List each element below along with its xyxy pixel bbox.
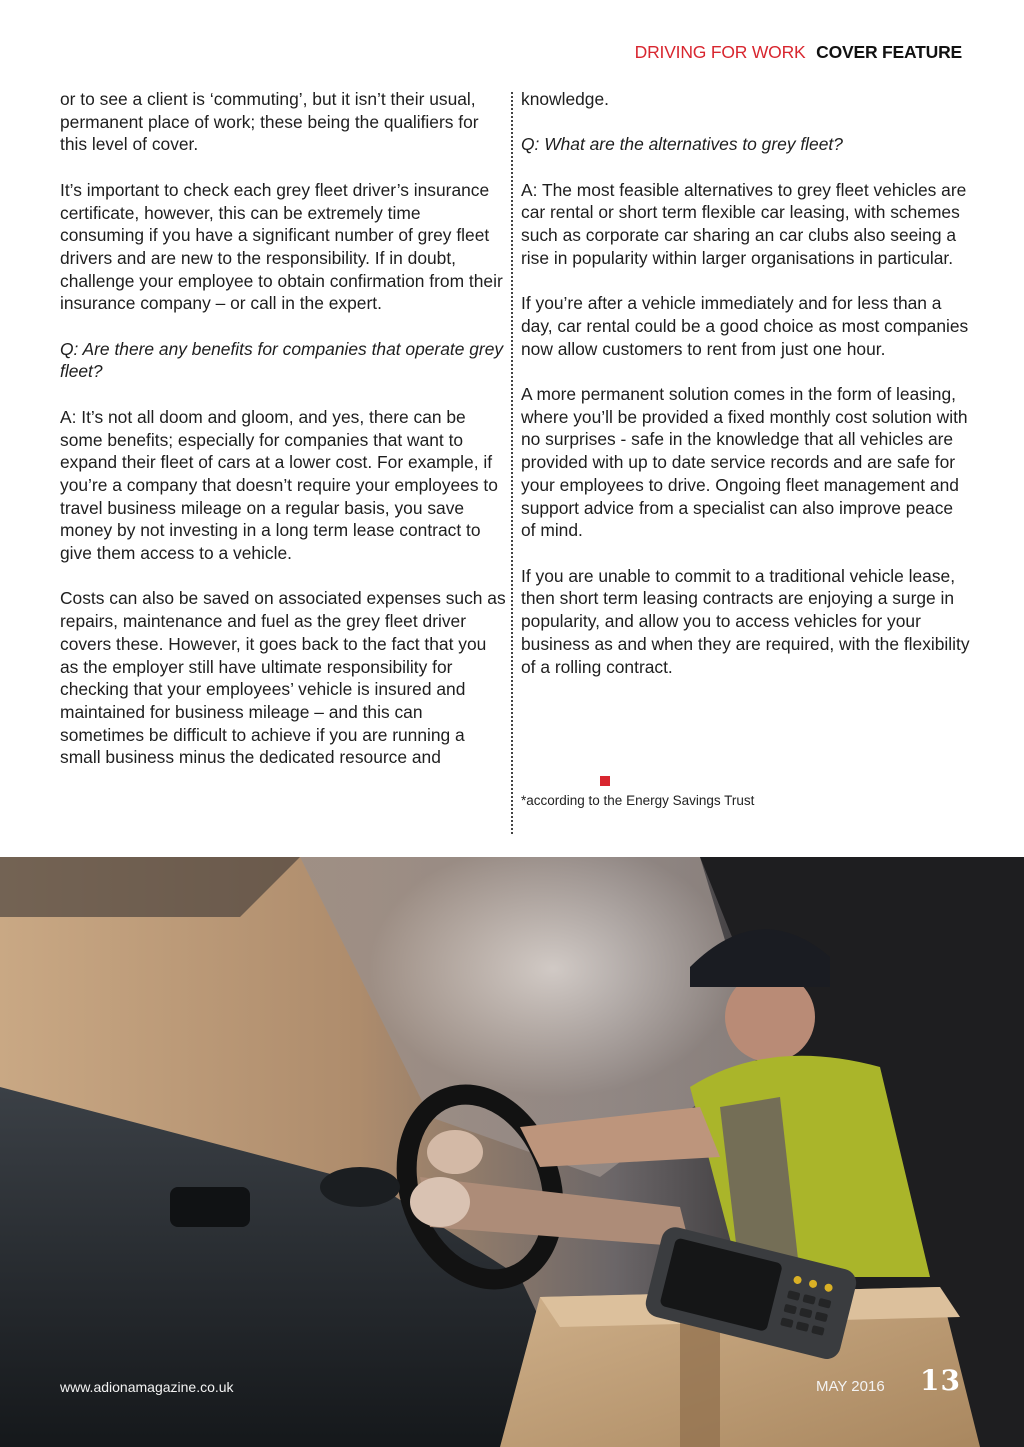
paragraph: Costs can also be saved on associated expenses such as repairs, maintenance and fuel as the grey fleet driver covers these. However, it goes back to the fact that you as the employer still have ultimate responsibility for checking that your employees’ vehicle is insured and maintained for business mileage – and this can sometimes be difficult to achieve if you are running a small business minus the dedicated resource and xyxy=(60,588,506,768)
right-column xyxy=(521,88,971,701)
red-square-end-mark-icon xyxy=(600,776,610,786)
footnote: *according to the Energy Savings Trust xyxy=(521,793,755,808)
issue-date: MAY 2016 xyxy=(816,1378,885,1395)
left-column xyxy=(60,88,508,792)
question-heading: Q: Are there any benefits for companies that operate grey fleet? xyxy=(60,338,504,382)
column-divider xyxy=(511,92,513,834)
paragraph: knowledge. xyxy=(521,89,609,109)
delivery-driver-photo xyxy=(0,857,1024,1447)
paragraph: A: The most feasible alternatives to grey fleet vehicles are car rental or short term flexible car leasing, with schemes such as corporate car sharing an car clubs also seeing a rise in popularity within larger organisations in particular. xyxy=(521,179,967,268)
section-label: DRIVING FOR WORK xyxy=(634,42,806,62)
question-heading: Q: What are the alternatives to grey fleet? xyxy=(521,134,843,155)
running-header xyxy=(635,42,962,63)
paragraph: If you are unable to commit to a traditional vehicle lease, then short term leasing contracts are enjoying a surge in popularity, and allow you to access vehicles for your business as and when they are required, with the flexibility of a rolling contract. xyxy=(521,565,970,677)
paragraph: A more permanent solution comes in the form of leasing, where you’ll be provided a fixed monthly cost solution with no surprises - safe in the knowledge that all vehicles are provided with up to date service records and are safe for your employees to drive. Ongoing fleet management and support advice from a specialist can also improve peace of mind. xyxy=(521,384,968,541)
feature-label: COVER FEATURE xyxy=(816,42,962,62)
paragraph: A: It’s not all doom and gloom, and yes, there can be some benefits; especially for companies that want to expand their fleet of cars at a lower cost. For example, if you’re a company that doesn’t require your employees to travel business mileage on a regular basis, you save money by not investing in a long term lease contract to give them access to a vehicle. xyxy=(60,406,498,564)
paragraph: It’s important to check each grey fleet driver’s insurance certificate, however, this can be extremely time consuming if you have a significant number of grey fleet drivers and are new to the responsibility. If in doubt, challenge your employee to obtain confirmation from their insurance company – or call in the expert. xyxy=(60,179,503,314)
website-url[interactable]: www.adionamagazine.co.uk xyxy=(60,1379,234,1395)
paragraph: or to see a client is ‘commuting’, but it isn’t their usual, permanent place of work; these being the qualifiers for this level of cover. xyxy=(60,89,479,155)
page-number: 13 xyxy=(920,1364,961,1397)
paragraph: If you’re after a vehicle immediately and for less than a day, car rental could be a good choice as most companies now allow customers to rent from just one hour. xyxy=(521,293,969,359)
